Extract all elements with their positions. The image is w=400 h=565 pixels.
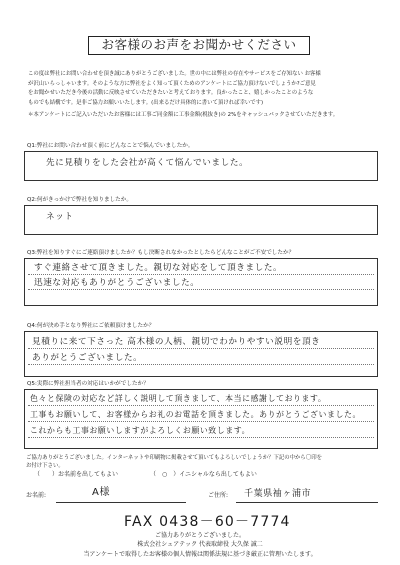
answer-rule [28, 405, 374, 406]
answer-rule [28, 274, 374, 275]
option-initials[interactable] [150, 471, 257, 479]
question-5-answer-line: これからも工事お願いしますがよろしくお願い致します。 [30, 426, 251, 435]
address-underline [236, 502, 378, 503]
address-label: ご住所: [208, 492, 229, 499]
option-paren: （ ○ ） [150, 471, 180, 478]
name-label: お名前: [26, 492, 47, 499]
question-5-answer-line: 工事もお願いして、お客様からお礼のお電話を頂きました。ありがとうございました。 [30, 410, 361, 419]
circle-mark: ○ [162, 471, 168, 478]
intro-line: この度は弊社にお問い合わせを頂き誠にありがとうございました。世の中には弊社の存在やサービスをご存知ない お客様 [28, 71, 321, 77]
question-5-answer-line: 色々と保険の対応など詳しく説明して頂きまして、本当に感謝しております。 [30, 394, 327, 403]
answer-rule [28, 348, 374, 349]
intro-line: ものでも結構です。是非ご協力お願いいたします。(出来るだけ具体的に書いて頂ければ幸いです) [28, 99, 264, 106]
page-title: お客様のお声をお聞かせください [88, 36, 310, 55]
name-underline [56, 502, 186, 503]
answer-rule [28, 421, 374, 422]
option-full-name[interactable] [34, 471, 118, 479]
question-4-answer-line: ありがとうございました。 [32, 353, 143, 363]
answer-rule [28, 289, 374, 290]
question-5-label: Q5:実際に弊社担当者の対応はいかがでしたか？ [27, 381, 149, 387]
intro-line: が沢山いらっしゃいます。そのような方に弊社をよく知って頂くためのアンケートにご協力頂けないでしょうか?ご意見 [28, 80, 316, 87]
intro-line: をお聞かせいただき今後の活動に反映させていただきたいと考えております。良かったこと、嬉しかったことのような [28, 90, 314, 96]
address-value: 千葉県袖ヶ浦市 [244, 489, 312, 499]
fax-number: FAX 0438－60－7774 [124, 514, 291, 530]
footer-thanks: ご協力ありがとうございました。 [154, 532, 245, 539]
option-paren: （ ） [34, 471, 59, 478]
question-2-answer-box [24, 205, 378, 235]
answer-rule [28, 364, 374, 365]
answer-rule [28, 437, 374, 438]
question-2-label: Q2:何がきっかけで弊社を知りましたか。 [27, 197, 132, 203]
intro-line: ＊本アンケートにご記入いただいたお客様には工事ご同金額に工事金額(税抜き)の 2%をキャッシュバックさせていただきます。 [28, 112, 339, 118]
option-label: お名前を出してもよい [58, 471, 119, 478]
question-4-answer-line: 見積りに来て下さった 高木様の人柄、親切でわかりやすい説明を頂き [32, 337, 321, 347]
question-4-label: Q4:何が決め手となり弊社にご依頼頂けましたか？ [27, 323, 155, 329]
notice-line: ご協力ありがとうございました。インターネットや印刷物に掲載させて頂いてもよろしいでしょうか？下記の中から〇印を [26, 455, 322, 461]
question-3-answer-line: すぐ連絡させて頂きました。親切な対応をして頂きました。 [34, 263, 283, 273]
permission-notice [26, 454, 382, 470]
intro-text [28, 70, 384, 121]
question-1-label: Q1:弊社にお問い合わせ頂く前にどんなことで悩んでいましたか。 [27, 143, 194, 149]
question-3-label: Q3:弊社を知りすぐにご連絡頂けましたか？もし決断されなかったとしたらどんなことがご不安でしたか？ [27, 250, 295, 256]
question-2-answer-line: ネット [46, 212, 74, 222]
footer-company: 株式会社シェアテック 代表取締役 大久保 誠二 [137, 541, 263, 548]
footer-privacy: 当アンケートで取得したお客様の個人情報は関係法規に基づき厳正に管理いたします。 [83, 551, 317, 558]
question-3-answer-line: 迅速な対応もありがとうございました。 [34, 278, 200, 288]
name-value: A様 [92, 487, 111, 498]
option-label: イニシャルなら出してもよい [179, 471, 257, 478]
question-1-answer-line: 先に見積りをした会社が高くて悩んでいました。 [46, 158, 249, 168]
notice-line: お付け下さい。 [26, 463, 64, 469]
